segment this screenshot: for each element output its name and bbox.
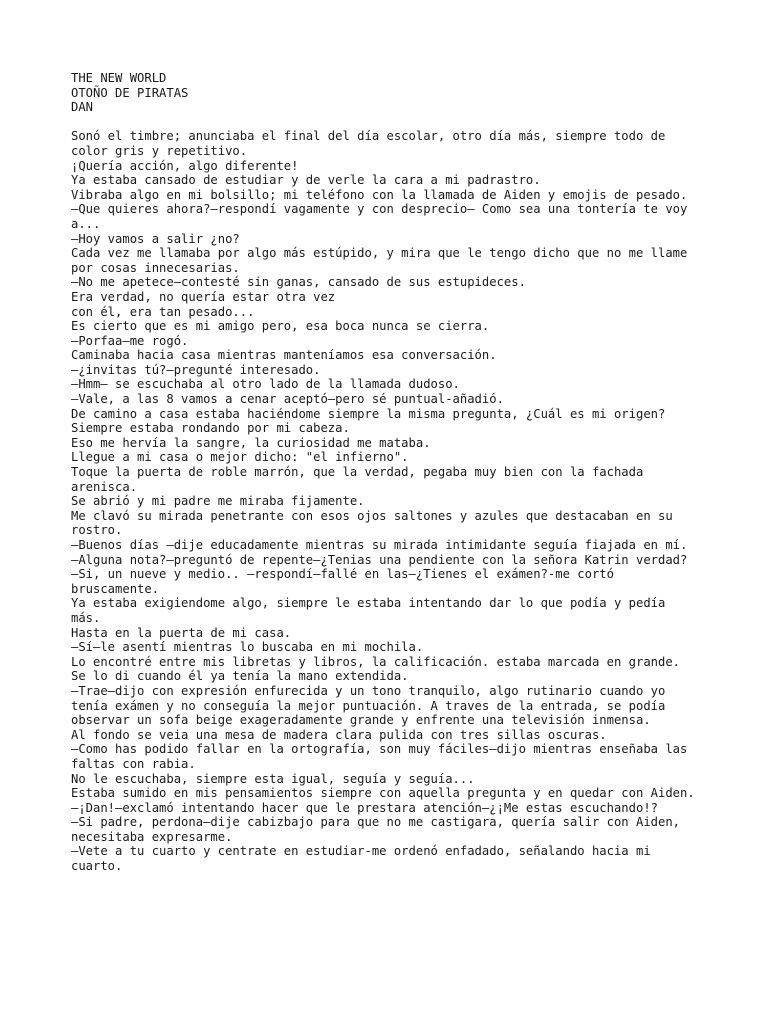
story-body (71, 129, 701, 873)
paragraph: —¿invitas tú?—pregunté interesado. (71, 362, 321, 377)
paragraph: —Vale, a las 8 vamos a cenar aceptó—pero sé puntual-añadió. (71, 392, 504, 407)
paragraph: Al fondo se veia una mesa de madera clara pulida con tres sillas oscuras. (71, 727, 607, 742)
paragraph: —Buenos días —dije educadamente mientras su mirada intimidante seguía fiajada en mí. (71, 538, 688, 552)
paragraph: ¡Quería acción, algo diferente! (71, 158, 299, 173)
paragraph: Era verdad, no quería estar otra vez (71, 289, 336, 304)
paragraph: Se lo di cuando él ya tenía la mano extendida. (71, 669, 409, 684)
paragraph: Caminaba hacia casa mientras manteníamos esa conversación. (71, 348, 497, 363)
paragraph: De camino a casa estaba haciéndome siempre la misma pregunta, ¿Cuál es mi origen? Siempre estaba rondando por mi cabeza. (71, 406, 666, 436)
paragraph: —Vete a tu cuarto y centrate en estudiar-me ordenó enfadado, señalando hacia mi cuarto. (71, 844, 651, 874)
paragraph: Sonó el timbre; anunciaba el final del día escolar, otro día más, siempre todo de color gris y repetitivo. (71, 129, 666, 158)
paragraph: —Alguna nota?—preguntó de repente—¿Tenias una pendiente con la señora Katrin verdad? (71, 552, 688, 567)
paragraph: Me clavó su mirada penetrante con esos ojos saltones y azules que destacaban en su rostro. (71, 508, 673, 538)
paragraph: Estaba sumido en mis pensamientos siempre con aquella pregunta y en quedar con Aiden. (71, 786, 695, 801)
paragraph: —Trae—dijo con expresión enfurecida y un tono tranquilo, algo rutinario cuando yo tenía exámen y no conseguía la mejor puntuación. A traves de la entrada, se podía observar un sofa beige exageradamente grande y enfrente una televisión inmensa. (71, 683, 666, 728)
paragraph: Es cierto que es mi amigo pero, esa boca nunca se cierra. (71, 319, 490, 334)
book-title: OTOÑO DE PIRATAS (71, 85, 189, 100)
paragraph: Ya estaba cansado de estudiar y de verle la cara a mi padrastro. (71, 173, 541, 188)
paragraph: —Si padre, perdona—dije cabizbajo para que no me castigara, quería salir con Aiden, necesitaba expresarme. (71, 815, 681, 844)
paragraph: Lo encontré entre mis libretas y libros, la calificación. estaba marcada en grande. (71, 654, 681, 669)
chapter-title: DAN (71, 100, 94, 115)
series-title: THE NEW WORLD (71, 71, 167, 85)
paragraph: Llegue a mi casa o mejor dicho: "el infierno". (71, 450, 409, 465)
paragraph: —Hoy vamos a salir ¿no? (71, 231, 240, 246)
document-page (71, 71, 701, 874)
paragraph: Ya estaba exigiendome algo, siempre le estaba intentando dar lo que podía y pedía más. (71, 596, 666, 625)
paragraph: —Como has podido fallar en la ortografía, son muy fáciles—dijo mientras enseñaba las faltas con rabia. (71, 742, 688, 771)
document-header (71, 71, 701, 115)
paragraph: —Hmm— se escuchaba al otro lado de la llamada dudoso. (71, 377, 460, 392)
paragraph: No le escuchaba, siempre esta igual, seguía y seguía... (71, 771, 475, 786)
paragraph: Toque la puerta de roble marrón, que la verdad, pegaba muy bien con la fachada arenisca. (71, 465, 644, 494)
paragraph: Hasta en la puerta de mi casa. (71, 625, 292, 640)
paragraph: —Si, un nueve y medio.. —respondí—fallé en las—¿Tienes el exámen?-me cortó bruscamente. (71, 567, 614, 596)
paragraph: Cada vez me llamaba por algo más estúpido, y mira que le tengo dicho que no me llame por cosas innecesarias. (71, 246, 688, 275)
paragraph: —Porfaa—me rogó. (71, 333, 189, 348)
paragraph: Se abrió y mi padre me miraba fijamente. (71, 494, 365, 509)
paragraph: Eso me hervía la sangre, la curiosidad me mataba. (71, 435, 431, 450)
paragraph: —¡Dan!—exclamó intentando hacer que le prestara atención—¿¡Me estas escuchando!? (71, 800, 658, 815)
paragraph: —Que quieres ahora?—respondí vagamente y con desprecio— Como sea una tontería te voy a... (71, 202, 688, 231)
paragraph: Vibraba algo en mi bolsillo; mi teléfono con la llamada de Aiden y emojis de pesado. (71, 187, 688, 202)
paragraph: con él, era tan pesado... (71, 304, 255, 319)
paragraph: —Sí—le asentí mientras lo buscaba en mi mochila. (71, 640, 424, 655)
paragraph: —No me apetece—contesté sin ganas, cansado de sus estupideces. (71, 275, 526, 290)
